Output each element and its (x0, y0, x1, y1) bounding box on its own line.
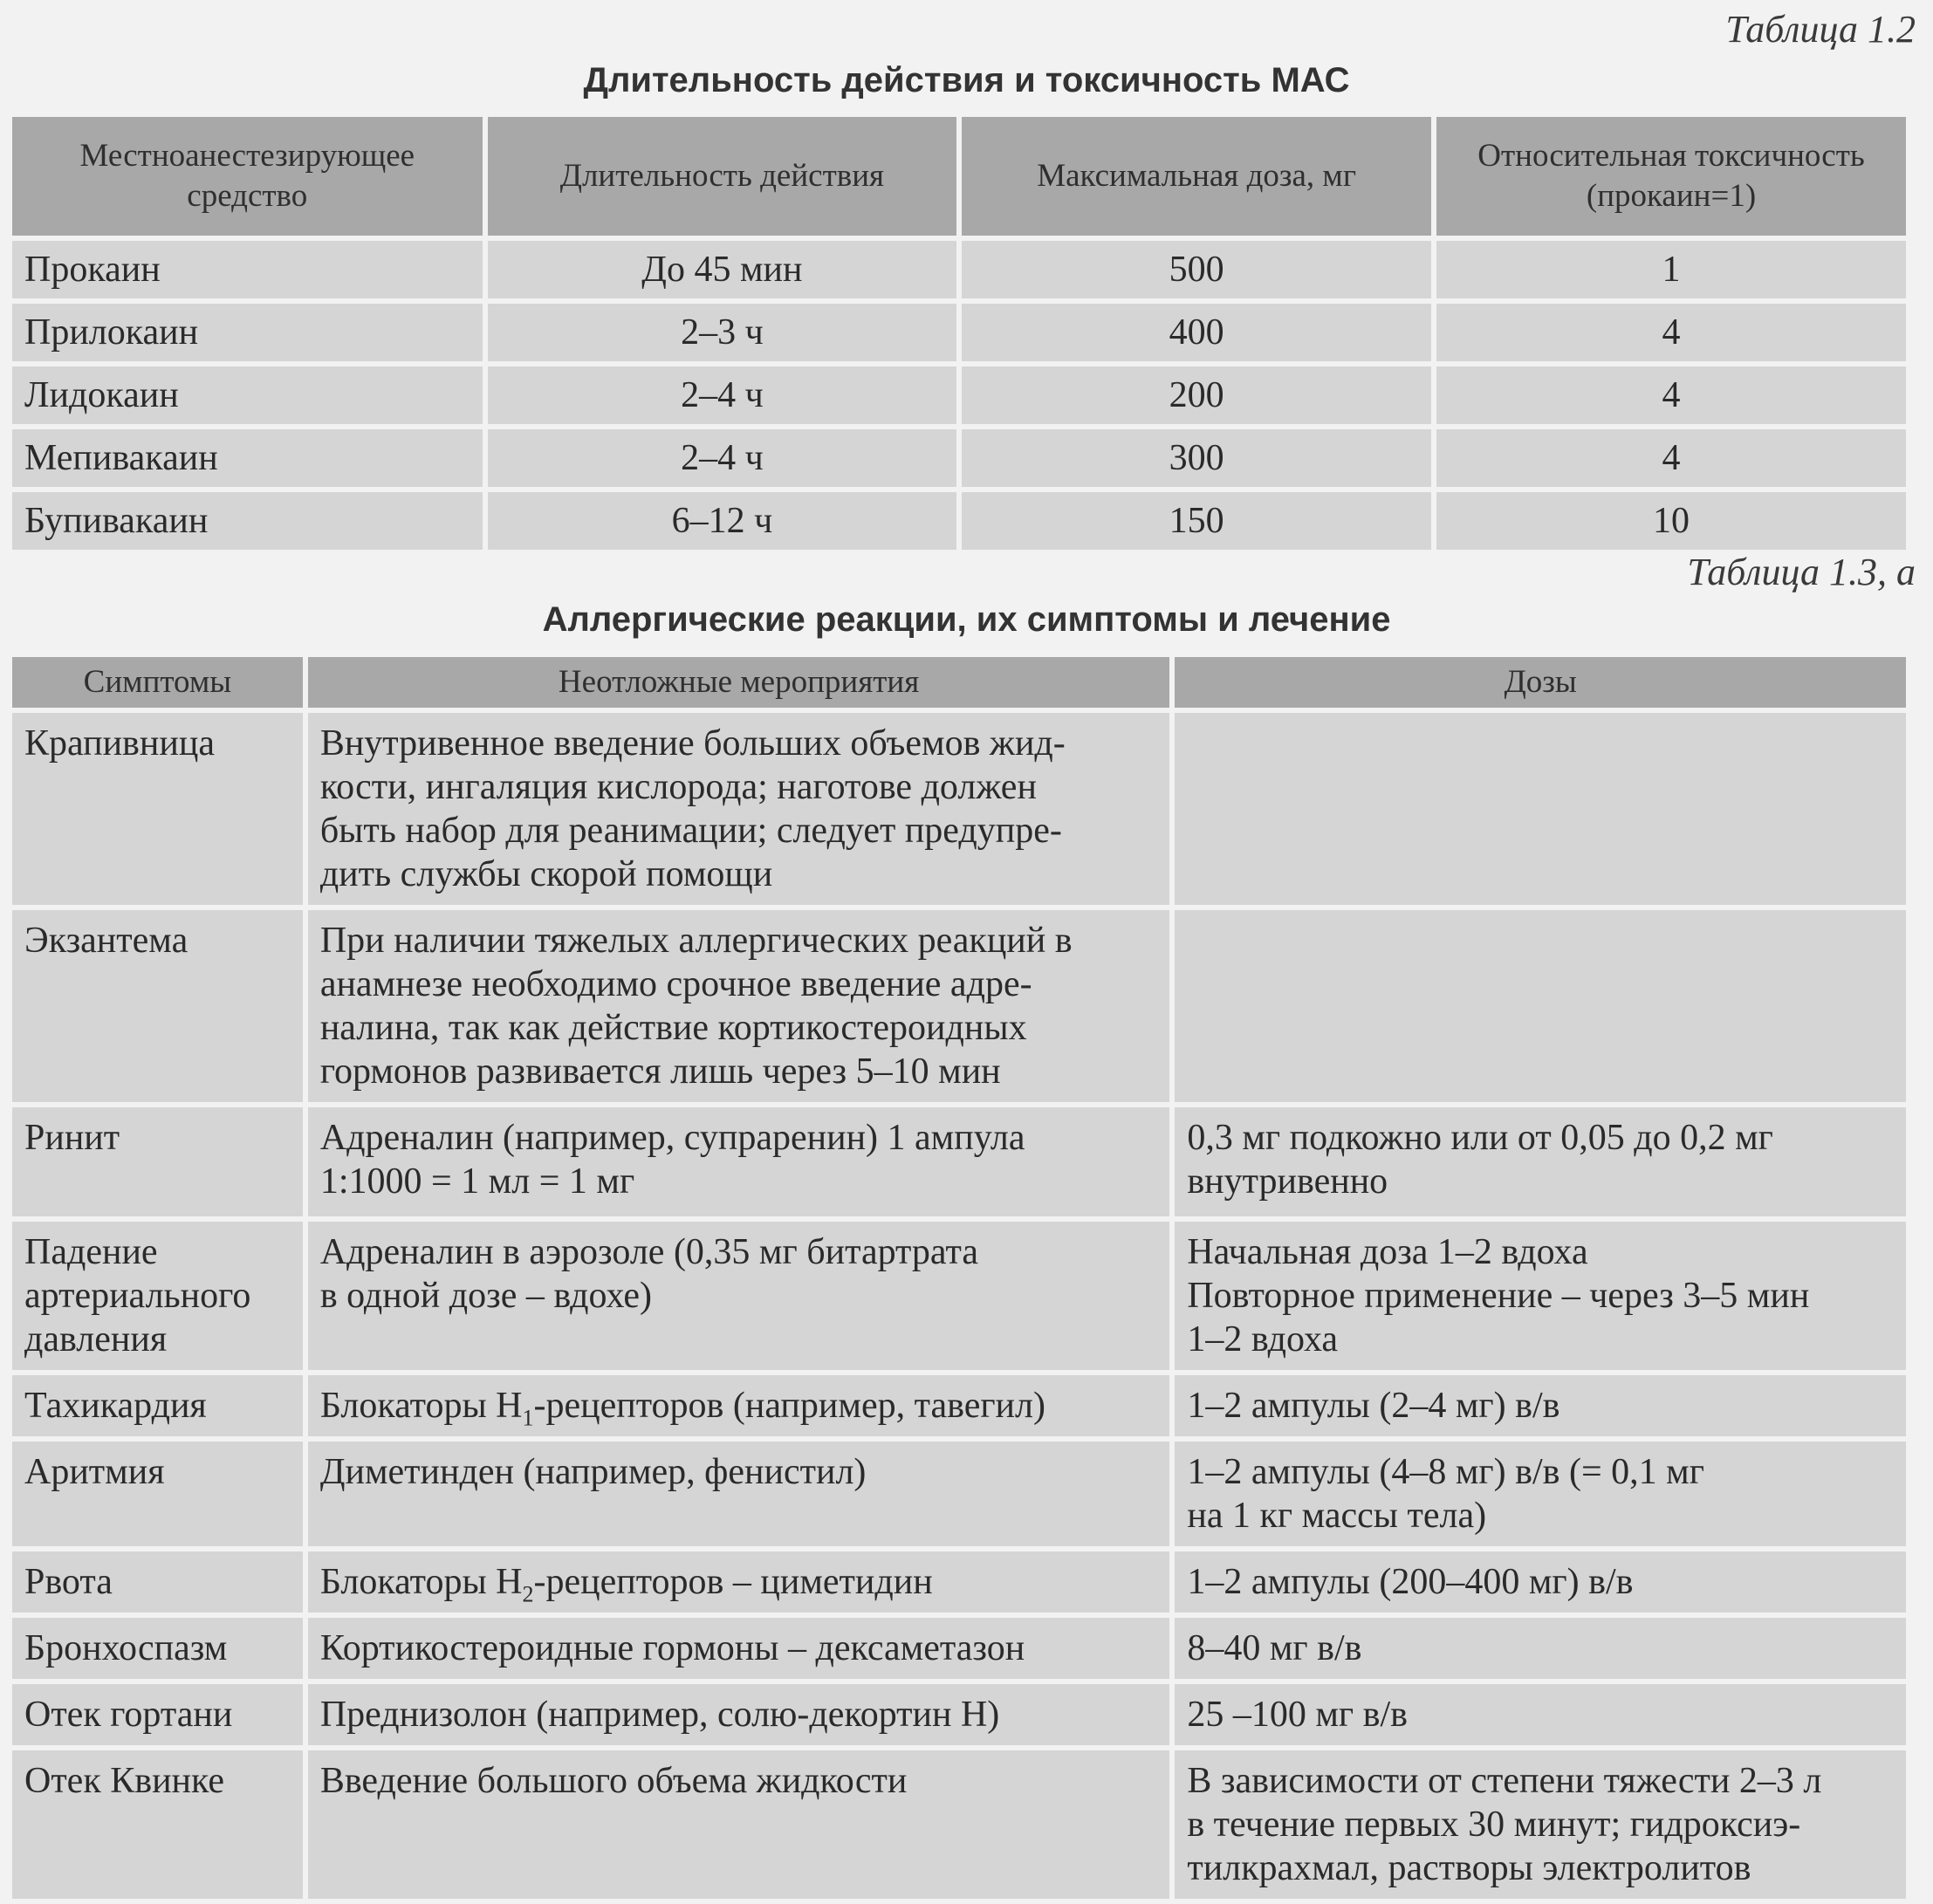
cell-drug: Бупивакаин (12, 492, 483, 550)
cell-doses (1175, 713, 1906, 905)
text-line: Внутривенное введение больших объемов жид- (319, 723, 1066, 764)
column-header: Дозы (1175, 657, 1906, 708)
cell-symptom (12, 1442, 303, 1546)
text-line: 1–2 ампулы (200–400 мг) в/в (1187, 1562, 1634, 1602)
text-line: на 1 кг массы тела) (1187, 1496, 1487, 1536)
cell-max-dose: 200 (962, 366, 1431, 424)
table-header-row (12, 117, 1906, 236)
cell-doses (1175, 1684, 1906, 1745)
table-1-3-label: Таблица 1.3, а (1687, 551, 1916, 593)
text-line: давления (24, 1319, 168, 1360)
cell-drug: Лидокаин (12, 366, 483, 424)
cell-symptom (12, 1684, 303, 1745)
text-line: Экзантема (24, 921, 189, 961)
cell-symptom (12, 1107, 303, 1216)
column-header: Длительность действия (488, 117, 957, 236)
table-row (12, 1375, 1906, 1436)
text-line: налина, так как действие кортикостероидных (319, 1008, 1027, 1048)
text-line: В зависимости от степени тяжести 2–3 л (1187, 1761, 1822, 1801)
table-row (12, 304, 1906, 361)
table-row (12, 366, 1906, 424)
cell-drug: Прилокаин (12, 304, 483, 361)
cell-symptom (12, 910, 303, 1102)
text-line: Рвота (24, 1562, 113, 1602)
table-row (12, 1618, 1906, 1679)
cell-symptom (12, 1375, 303, 1436)
cell-duration: 2–4 ч (488, 366, 957, 424)
cell-max-dose: 150 (962, 492, 1431, 550)
text-line: 1–2 ампулы (2–4 мг) в/в (1187, 1386, 1560, 1426)
cell-symptom (12, 1750, 303, 1899)
text-line: Крапивница (24, 723, 215, 764)
table-row (12, 1442, 1906, 1546)
text-line: Отек гортани (24, 1695, 233, 1735)
text-fragment: -рецепторов – циметидин (533, 1562, 933, 1602)
text-line: анамнезе необходимо срочное введение адре- (319, 964, 1032, 1004)
text-line: Введение большого объема жидкости (319, 1761, 908, 1801)
text-line: тилкрахмал, растворы электролитов (1187, 1848, 1751, 1888)
cell-drug: Мепивакаин (12, 429, 483, 487)
table-1-3-title: Аллергические реакции, их симптомы и лечение (542, 600, 1391, 639)
cell-duration: 6–12 ч (488, 492, 957, 550)
text-fragment: -рецепторов (например, тавегил) (533, 1386, 1045, 1426)
cell-doses (1175, 1222, 1906, 1370)
column-header: Местноанестезирующее средство (12, 117, 483, 236)
table-row (12, 1107, 1906, 1216)
text-line: гормонов развивается лишь через 5–10 мин (319, 1051, 1001, 1092)
subscript: 2 (522, 1581, 534, 1607)
cell-measures (308, 1618, 1170, 1679)
text-line: Адреналин (например, супраренин) 1 ампула (319, 1118, 1025, 1158)
text-line: Тахикардия (24, 1386, 207, 1426)
text-line: Преднизолон (например, солю-декортин H) (319, 1695, 1000, 1735)
cell-toxicity: 4 (1436, 429, 1906, 487)
text-line: Кортикостероидные гормоны – дексаметазон (319, 1628, 1025, 1668)
text-line: Ринит (24, 1118, 120, 1158)
text-line: Диметинден (например, фенистил) (319, 1452, 867, 1492)
text-line: При наличии тяжелых аллергических реакций в (319, 921, 1073, 961)
table-row (12, 429, 1906, 487)
cell-doses (1175, 1107, 1906, 1216)
cell-symptom (12, 713, 303, 905)
table-1-2-label: Таблица 1.2 (1725, 8, 1916, 51)
cell-symptom (12, 1551, 303, 1613)
cell-measures (308, 1107, 1170, 1216)
cell-measures (308, 1375, 1170, 1436)
text-line: внутривенно (1187, 1161, 1388, 1202)
text-line: Аритмия (24, 1452, 165, 1492)
cell-toxicity: 4 (1436, 366, 1906, 424)
subscript: 1 (522, 1405, 534, 1431)
table-1-2-title: Длительность действия и токсичность МАС (583, 61, 1350, 99)
cell-doses (1175, 910, 1906, 1102)
table-row (12, 241, 1906, 298)
cell-max-dose: 400 (962, 304, 1431, 361)
cell-duration: 2–3 ч (488, 304, 957, 361)
cell-symptom (12, 1618, 303, 1679)
text-line: Адреналин в аэрозоле (0,35 мг битартрата (319, 1232, 978, 1272)
cell-max-dose: 500 (962, 241, 1431, 298)
cell-doses (1175, 1618, 1906, 1679)
cell-toxicity: 10 (1436, 492, 1906, 550)
cell-duration: 2–4 ч (488, 429, 957, 487)
column-header: Неотложные мероприятия (308, 657, 1170, 708)
table-row (12, 910, 1906, 1102)
cell-symptom (12, 1222, 303, 1370)
text-line: 1–2 ампулы (4–8 мг) в/в (= 0,1 мг (1187, 1452, 1704, 1492)
cell-measures (308, 713, 1170, 905)
table-1-2 (7, 112, 1911, 555)
cell-measures (308, 1222, 1170, 1370)
text-line: 1–2 вдоха (1187, 1319, 1339, 1360)
text-line: дить службы скорой помощи (319, 854, 773, 894)
text-line: Отек Квинке (24, 1761, 225, 1801)
text-line: 8–40 мг в/в (1187, 1628, 1362, 1668)
text-line: в течение первых 30 минут; гидроксиэ- (1187, 1805, 1801, 1845)
text-line: Начальная доза 1–2 вдоха (1187, 1232, 1588, 1272)
cell-measures (308, 1684, 1170, 1745)
column-header: Симптомы (12, 657, 303, 708)
cell-toxicity: 4 (1436, 304, 1906, 361)
table-row (12, 492, 1906, 550)
table-header-row (12, 657, 1906, 708)
text-line: кости, ингаляция кислорода; наготове должен (319, 767, 1037, 807)
text-fragment: Блокаторы H (319, 1562, 523, 1602)
text-line: 1:1000 = 1 мл = 1 мг (319, 1161, 635, 1202)
table-row (12, 713, 1906, 905)
table-row (12, 1222, 1906, 1370)
text-line: артериального (24, 1276, 251, 1316)
cell-toxicity: 1 (1436, 241, 1906, 298)
cell-doses (1175, 1750, 1906, 1899)
cell-doses (1175, 1375, 1906, 1436)
table-row (12, 1551, 1906, 1613)
table-1-3 (7, 652, 1911, 1904)
text-line: Падение (24, 1232, 158, 1272)
cell-doses (1175, 1442, 1906, 1546)
table-row (12, 1750, 1906, 1899)
cell-measures (308, 1750, 1170, 1899)
text-line: быть набор для реанимации; следует предупре- (319, 811, 1062, 851)
text-line: Бронхоспазм (24, 1628, 228, 1668)
cell-measures (308, 1551, 1170, 1613)
cell-measures (308, 910, 1170, 1102)
cell-measures (308, 1442, 1170, 1546)
column-header: Максимальная доза, мг (962, 117, 1431, 236)
text-line: в одной дозе – вдохе) (319, 1276, 653, 1316)
text-fragment: Блокаторы H (319, 1386, 523, 1426)
text-line: 25 –100 мг в/в (1187, 1695, 1408, 1735)
column-header: Относительная токсичность (прокаин=1) (1436, 117, 1906, 236)
cell-max-dose: 300 (962, 429, 1431, 487)
text-line: Повторное применение – через 3–5 мин (1187, 1276, 1810, 1316)
cell-drug: Прокаин (12, 241, 483, 298)
table-row (12, 1684, 1906, 1745)
cell-duration: До 45 мин (488, 241, 957, 298)
text-line: 0,3 мг подкожно или от 0,05 до 0,2 мг (1187, 1118, 1773, 1158)
cell-doses (1175, 1551, 1906, 1613)
